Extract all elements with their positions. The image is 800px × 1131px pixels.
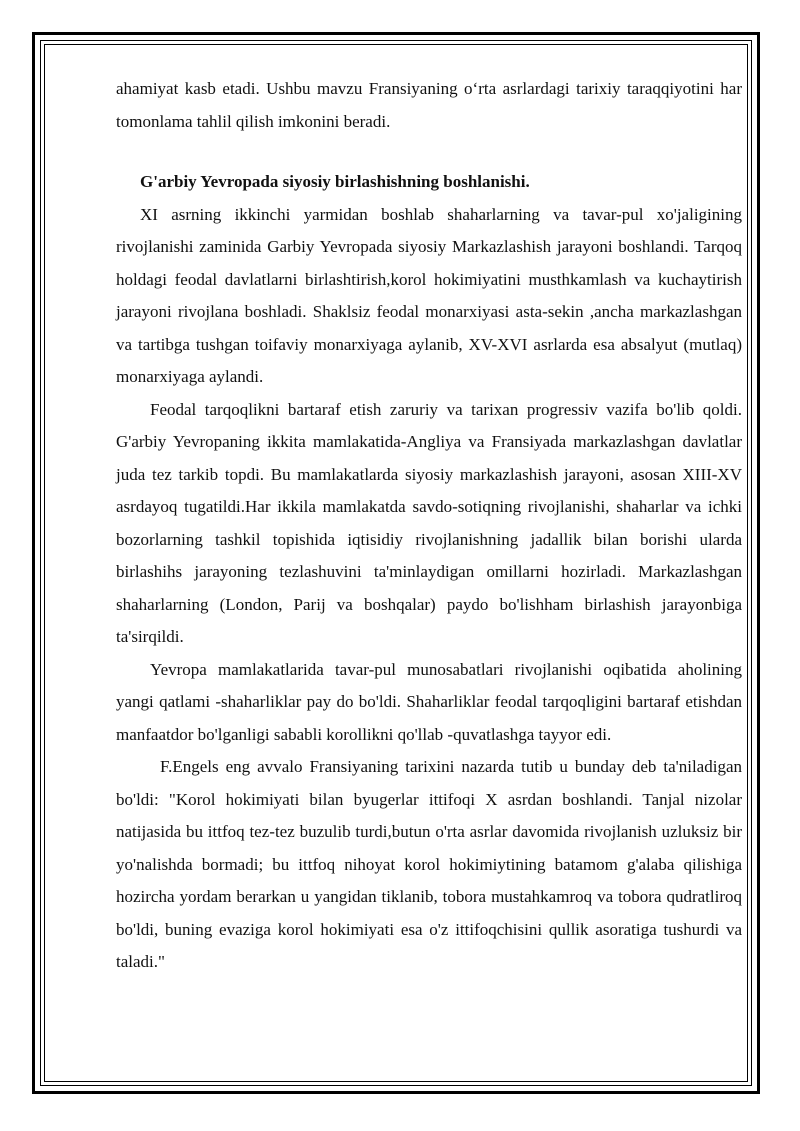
section-heading: G'arbiy Yevropada siyosiy birlashishning boshlanishi. bbox=[140, 172, 530, 191]
paragraph-3: Yevropa mamlakatlarida tavar-pul munosabatlari rivojlanishi oqibatida aholining yangi qatlami -shaharliklar pay do bo'ldi. Shaharliklar feodal tarqoqligini bartaraf etishdan manfaatdor bo'lganligi sababli korollikni qo'llab -quvatlashga tayyor edi. bbox=[116, 659, 742, 744]
intro-paragraph: ahamiyat kasb etadi. Ushbu mavzu Fransiyaning o‘rta asrlardagi tarixiy taraqqiyotini har tomonlama tahlil qilish imkonini beradi. bbox=[116, 79, 742, 131]
paragraph-4: F.Engels eng avvalo Fransiyaning tarixini nazarda tutib u bunday deb ta'niladigan bo'ldi: "Korol hokimiyati bilan byugerlar ittifoqi X asrdan boshlandi. Tanjal nizolar natijasida bu ittfoq tez-tez buzulib turdi,butun o'rta asrlar davomida rivojlanish uzluksiz bir yo'nalishda bormadi; bu ittfoq nihoyat korol hokimiytining batamom g'alaba qilishiga hozircha yordam berarkan u yangidan tiklanib, tobora mustahkamroq va tobora qudratliroq bo'ldi, buning evaziga korol hokimiyati esa o'z ittifoqchisini qullik asoratiga tushurdi va taladi." bbox=[116, 757, 742, 971]
document-body bbox=[116, 73, 742, 979]
paragraph-2: Feodal tarqoqlikni bartaraf etish zaruriy va tarixan progressiv vazifa bo'lib qoldi. G'arbiy Yevropaning ikkita mamlakatida-Angliya va Fransiyada markazlashgan davlatlar juda tez tarkib topdi. Bu mamlakatlarda siyosiy markazlashish jarayoni, asosan XIII-XV asrdayoq tugatildi.Har ikkila mamlakatda savdo-sotiqning rivojlanishi, shaharlar va ichki bozorlarning tashkil topishida iqtisidiy rivojlanishning jadallik bilan borishi ularda birlashihs jarayoning tezlashuvini ta'minlaydigan omillarni hozirladi. Markazlashgan shaharlarning (London, Parij va boshqalar) paydo bo'lishham birlashish jarayonbiga ta'sirqildi. bbox=[116, 399, 742, 646]
paragraph-1: XI asrning ikkinchi yarmidan boshlab shaharlarning va tavar-pul xo'jaligining rivojlanishi zaminida Garbiy Yevropada siyosiy Markazlashish jarayoni boshlandi. Tarqoq holdagi feodal davlatlarni birlashtirish,korol hokimiyatini musthkamlash va kuchaytirish jarayoni rivojlana boshladi. Shaklsiz feodal monarxiyasi asta-sekin ,ancha markazlashgan va tartibga tushgan toifaviy monarxiyaga aylanib, XV-XVI asrlarda esa absalyut (mutlaq) monarxiyaga aylandi. bbox=[116, 204, 742, 386]
